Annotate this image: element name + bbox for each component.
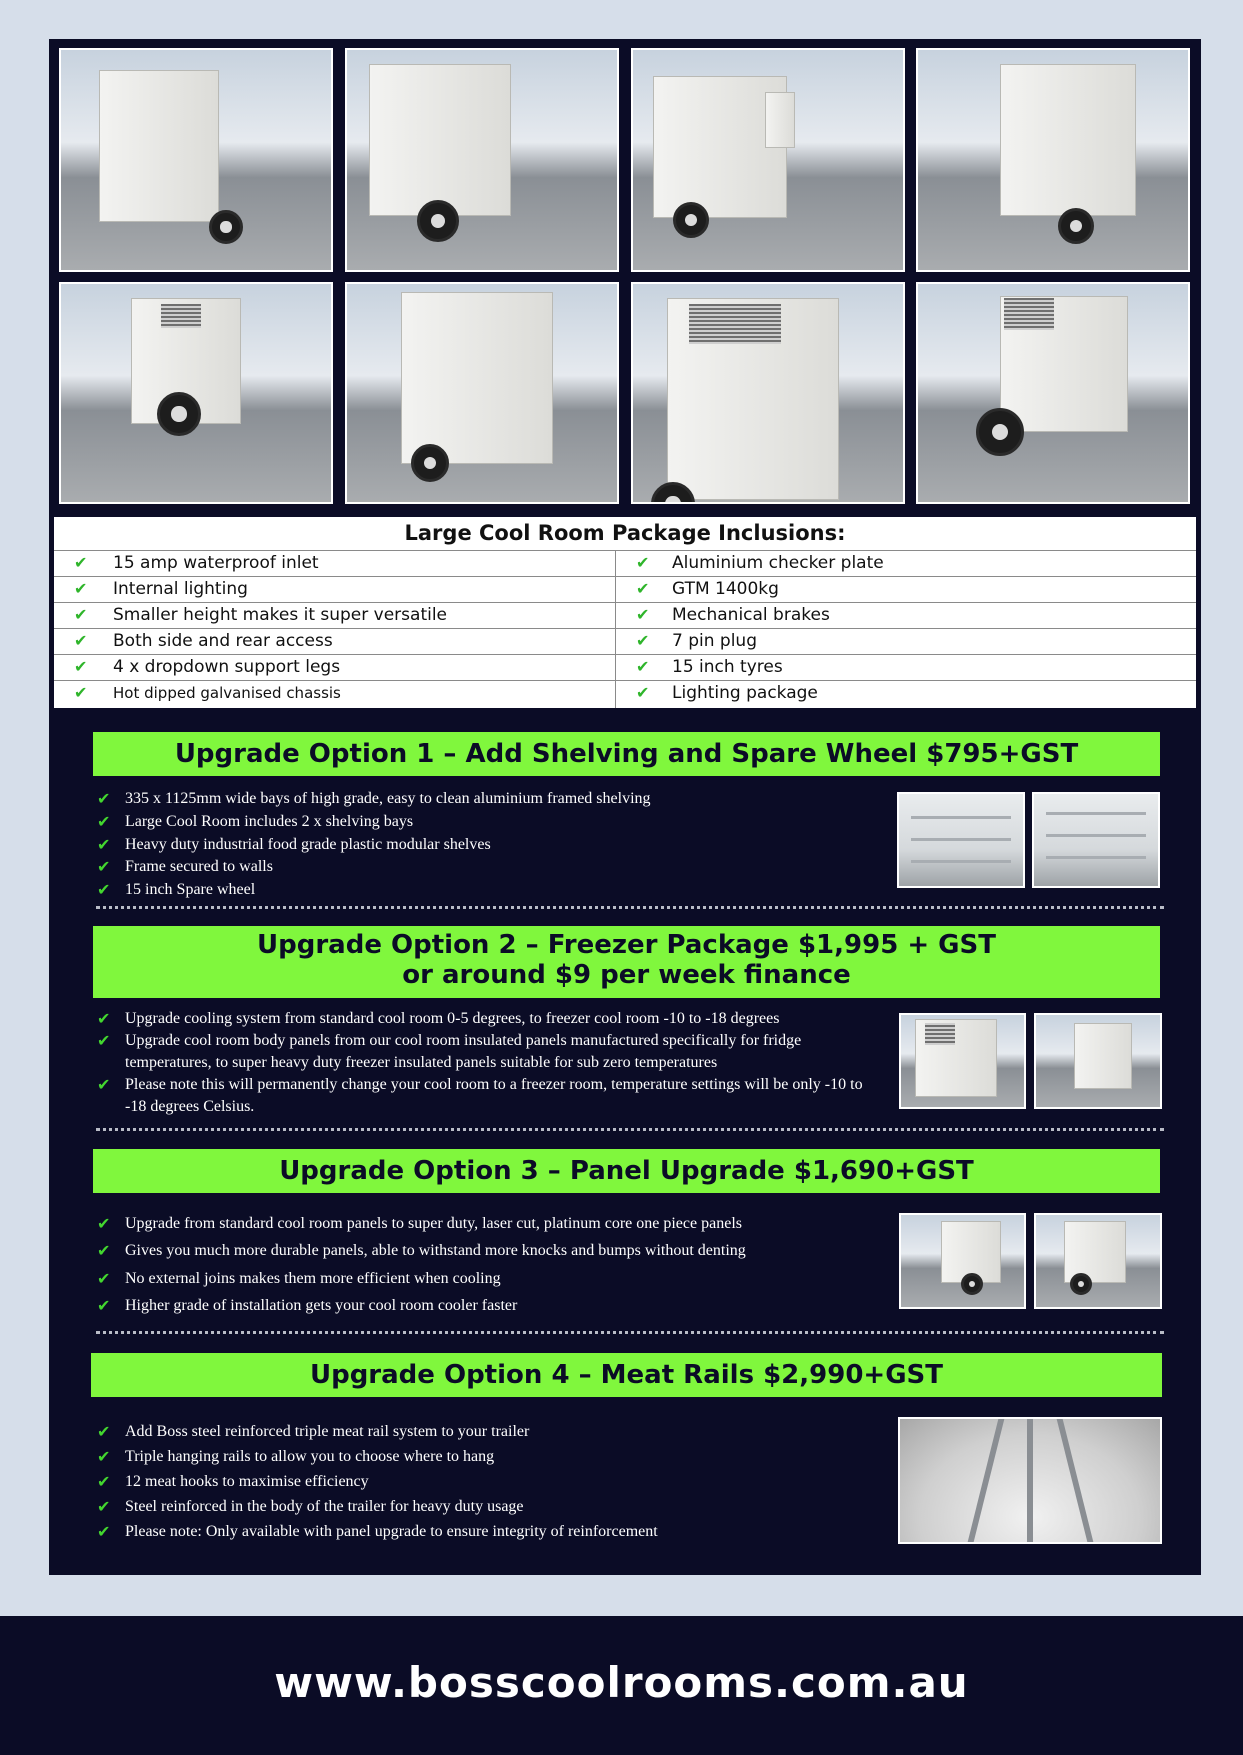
inclusion-item: ✔ Lighting package [616, 680, 1196, 706]
check-icon: ✔ [74, 683, 88, 702]
check-icon: ✔ [97, 880, 111, 900]
inclusion-item: ✔ Internal lighting [54, 576, 621, 602]
bullet-item: ✔ Steel reinforced in the body of the trailer for heavy duty usage [97, 1494, 887, 1519]
option-4-title: Upgrade Option 4 – Meat Rails $2,990+GST [309, 1360, 944, 1390]
check-icon: ✔ [636, 553, 650, 572]
check-icon: ✔ [97, 1214, 111, 1233]
option-2-photo [1034, 1013, 1162, 1109]
bullet-item: ✔ 12 meat hooks to maximise efficiency [97, 1469, 887, 1494]
option-1-photo [1032, 792, 1160, 888]
bullet-item: ✔ Please note this will permanently change your cool room to a freezer room, temperature settings will be only -10 to -18 degrees Celsius. [97, 1075, 863, 1115]
check-icon: ✔ [74, 579, 88, 598]
inclusion-item: ✔ 15 amp waterproof inlet [54, 550, 621, 576]
option-2-banner [93, 926, 1160, 998]
option-2-bullets [97, 1008, 887, 1118]
bullet-item: ✔ Higher grade of installation gets your cool room cooler faster [97, 1292, 887, 1319]
option-1-photo [897, 792, 1025, 888]
bullet-item: ✔ Large Cool Room includes 2 x shelving bays [97, 811, 877, 834]
option-3-bullets [97, 1210, 887, 1319]
inclusion-item: ✔ 15 inch tyres [616, 654, 1196, 680]
check-icon: ✔ [97, 1009, 111, 1028]
check-icon: ✔ [97, 789, 111, 808]
option-1-bullets [97, 788, 877, 902]
check-icon: ✔ [97, 1472, 111, 1491]
bullet-item: ✔ 335 x 1125mm wide bays of high grade, easy to clean aluminium framed shelving [97, 788, 877, 811]
check-icon: ✔ [74, 631, 88, 650]
gallery-photo [916, 48, 1190, 272]
inclusion-item: ✔ GTM 1400kg [616, 576, 1196, 602]
gallery-photo [631, 282, 905, 504]
check-icon: ✔ [97, 857, 111, 877]
check-icon: ✔ [97, 1295, 111, 1315]
check-icon: ✔ [636, 579, 650, 598]
inclusion-item: ✔ 7 pin plug [616, 628, 1196, 654]
check-icon: ✔ [97, 1497, 111, 1516]
check-icon: ✔ [97, 811, 111, 831]
check-icon: ✔ [97, 1447, 111, 1466]
gallery-photo [59, 48, 333, 272]
inclusion-item: ✔ 4 x dropdown support legs [54, 654, 621, 680]
gallery-photo [345, 48, 619, 272]
section-divider [96, 1331, 1164, 1334]
inclusions-table [54, 517, 1196, 708]
website-link[interactable]: www.bosscoolrooms.com.au [274, 1658, 969, 1707]
bullet-item: ✔ Upgrade cool room body panels from our cool room insulated panels manufactured specifically for fridge temperatures, to super heavy duty freezer insulated panels suitable for sub zero temperatures [97, 1031, 802, 1071]
inclusion-item: ✔ Smaller height makes it super versatile [54, 602, 621, 628]
inclusion-item: ✔ Both side and rear access [54, 628, 621, 654]
bullet-item: ✔ Upgrade cooling system from standard cool room 0-5 degrees, to freezer cool room -10 to -18 degrees [97, 1009, 780, 1028]
option-3-title: Upgrade Option 3 – Panel Upgrade $1,690+GST [279, 1156, 974, 1186]
option-4-banner [91, 1353, 1162, 1397]
check-icon: ✔ [636, 683, 650, 702]
bullet-item: ✔ 15 inch Spare wheel [97, 879, 877, 902]
check-icon: ✔ [636, 631, 650, 650]
bullet-item: ✔ Please note: Only available with panel upgrade to ensure integrity of reinforcement [97, 1519, 887, 1544]
check-icon: ✔ [636, 605, 650, 624]
option-4-photo [898, 1417, 1162, 1544]
bullet-item: ✔ Add Boss steel reinforced triple meat rail system to your trailer [97, 1419, 887, 1444]
gallery-photo [345, 282, 619, 504]
inclusion-item: ✔ Aluminium checker plate [616, 550, 1196, 576]
check-icon: ✔ [97, 1522, 111, 1541]
gallery-photo [59, 282, 333, 504]
check-icon: ✔ [97, 1031, 111, 1050]
check-icon: ✔ [636, 657, 650, 676]
option-4-bullets [97, 1419, 887, 1544]
option-3-photo [899, 1213, 1026, 1309]
check-icon: ✔ [74, 605, 88, 624]
option-2-title-line-2: or around $9 per week finance [402, 960, 851, 990]
option-3-photo [1034, 1213, 1162, 1309]
check-icon: ✔ [74, 657, 88, 676]
bullet-item: ✔ Upgrade from standard cool room panels to super duty, laser cut, platinum core one piece panels [97, 1210, 887, 1237]
option-3-banner [93, 1149, 1160, 1193]
check-icon: ✔ [97, 1241, 111, 1261]
inclusions-right-column [616, 550, 1196, 706]
option-1-title: Upgrade Option 1 – Add Shelving and Spare Wheel $795+GST [174, 739, 1079, 769]
option-2-photo [899, 1013, 1026, 1109]
inclusions-title: Large Cool Room Package Inclusions: [404, 521, 846, 545]
inclusions-left-column [54, 550, 621, 706]
bullet-item: ✔ Gives you much more durable panels, able to withstand more knocks and bumps without denting [97, 1237, 887, 1264]
check-icon: ✔ [97, 834, 111, 854]
check-icon: ✔ [74, 553, 88, 572]
check-icon: ✔ [97, 1075, 111, 1094]
bullet-item: ✔ Triple hanging rails to allow you to choose where to hang [97, 1444, 887, 1469]
option-1-banner [93, 732, 1160, 776]
inclusion-item: ✔ Hot dipped galvanised chassis [54, 680, 621, 706]
bullet-item: ✔ No external joins makes them more efficient when cooling [97, 1265, 887, 1292]
option-2-title-line-1: Upgrade Option 2 – Freezer Package $1,995 + GST [257, 930, 996, 960]
check-icon: ✔ [97, 1268, 111, 1288]
section-divider [96, 1128, 1164, 1131]
section-divider [96, 906, 1164, 909]
bullet-item: ✔ Frame secured to walls [97, 856, 877, 879]
check-icon: ✔ [97, 1422, 111, 1441]
bullet-item: ✔ Heavy duty industrial food grade plastic modular shelves [97, 834, 877, 857]
gallery-photo [631, 48, 905, 272]
gallery-photo [916, 282, 1190, 504]
footer [0, 1616, 1243, 1755]
inclusion-item: ✔ Mechanical brakes [616, 602, 1196, 628]
